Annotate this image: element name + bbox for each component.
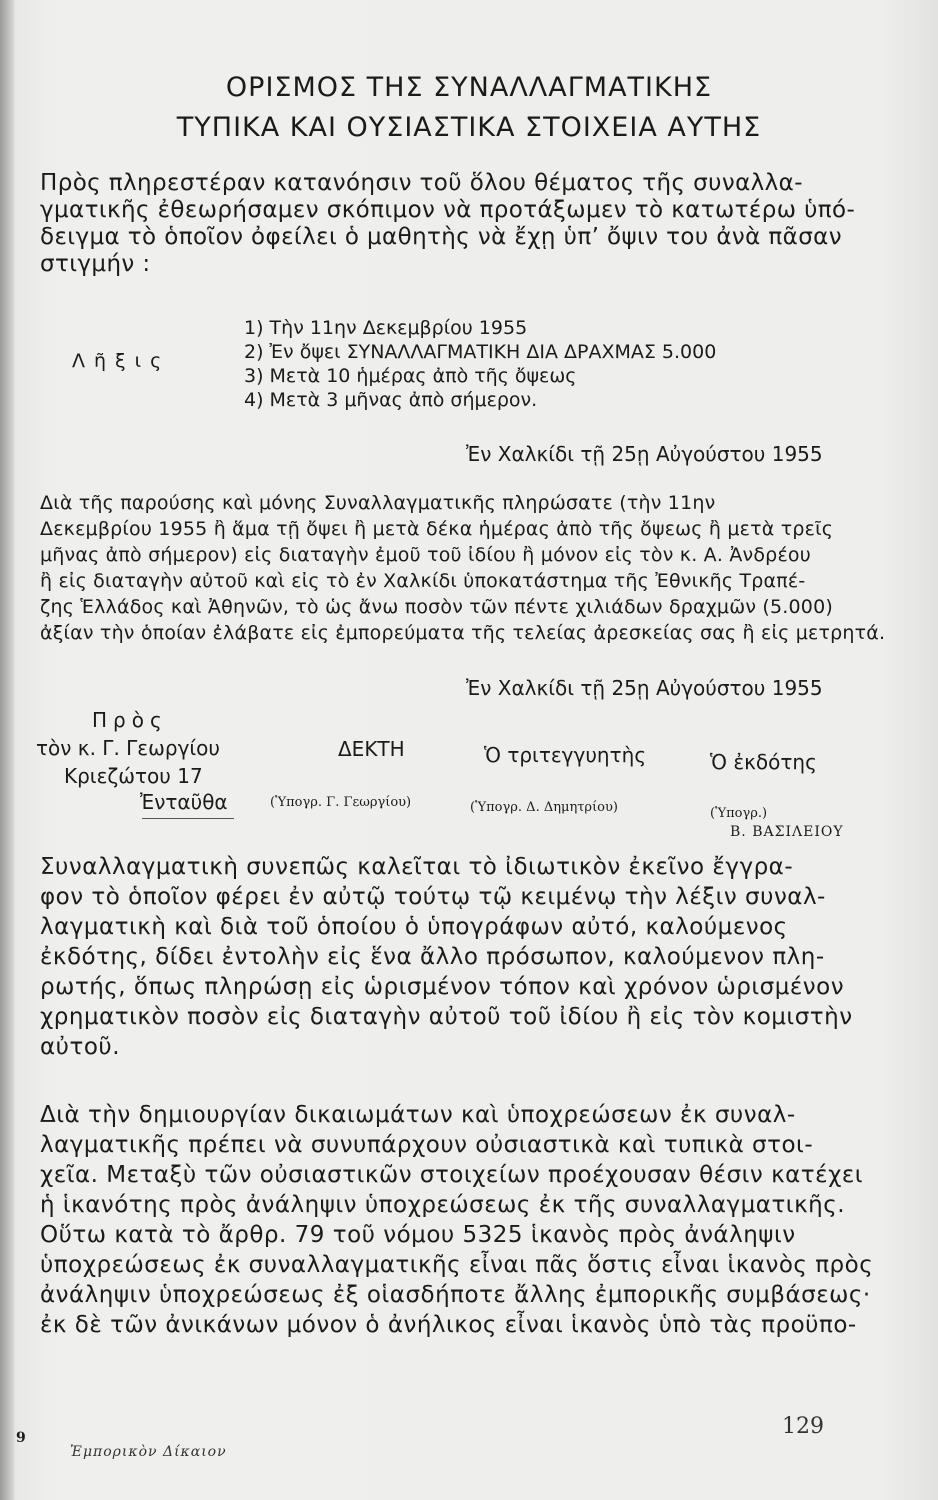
signature-mark: 9 [16, 1430, 26, 1446]
bill-line: ἢ εἰς διαταγὴν αὐτοῦ καὶ εἰς τὸ ἐν Χαλκίδι ὑποκατάστημα τῆς Ἐθνικῆς Τραπέ- [40, 570, 806, 592]
bill-line: Δεκεμβρίου 1955 ἢ ἅμα τῇ ὄψει ἢ μετὰ δέκα ἡμέρας ἀπὸ τῆς ὄψεως ἢ μετὰ τρεῖς [40, 518, 834, 540]
bill-line: ζης Ἑλλάδος καὶ Ἀθηνῶν, τὸ ὡς ἄνω ποσὸν τῶν πέντε χιλιάδων δραχμῶν (5.000) [40, 596, 833, 618]
definition-line: Συναλλαγματικὴ συνεπῶς καλεῖται τὸ ἰδιωτικὸν ἐκεῖνο ἔγγρα- [40, 854, 794, 880]
acceptance-signature: (Ὑπογρ. Γ. Γεωργίου) [270, 795, 412, 810]
drawee-name: τὸν κ. Γ. Γεωργίου [36, 736, 220, 760]
maturity-option: 4) Μετὰ 3 μῆνας ἀπὸ σήμερον. [244, 389, 538, 411]
requirements-line: ὑποχρεώσεως ἐκ συναλλαγματικῆς εἶναι πᾶς ὅστις εἶναι ἱκανὸς πρὸς [40, 1252, 874, 1278]
intro-paragraph [40, 170, 856, 278]
drawee-address [36, 734, 220, 790]
definition-paragraph [40, 852, 853, 1062]
intro-line: στιγμήν : [40, 251, 151, 277]
chapter-title-line-2: ΤΥΠΙΚΑ ΚΑΙ ΟΥΣΙΑΣΤΙΚΑ ΣΤΟΙΧΕΙΑ ΑΥΤΗΣ [176, 112, 762, 143]
requirements-paragraph [40, 1100, 873, 1340]
drawee-label: Πρὸς [92, 708, 168, 732]
definition-line: λαγματικὴ καὶ διὰ τοῦ ὁποίου ὁ ὑπογράφων αὐτό, καλούμενος [40, 914, 788, 940]
bill-line: μῆνας ἀπὸ σήμερον) εἰς διαταγὴν ἐμοῦ τοῦ ἰδίου ἢ μόνον εἰς τὸν κ. Α. Ἀνδρέου [40, 544, 811, 566]
bill-line: ἀξίαν τὴν ὁποίαν ἐλάβατε εἰς ἐμπορεύματα τῆς τελείας ἀρεσκείας σας ἢ εἰς μετρητά. [40, 622, 886, 644]
intro-line: γματικῆς ἐθεωρήσαμεν σκόπιμον νὰ προτάξωμεν τὸ κατωτέρω ὑπό- [40, 197, 856, 223]
bill-of-exchange-text [40, 490, 886, 646]
drawer-signature: (Ὑπογρ.) [710, 806, 768, 821]
requirements-line: ἡ ἱκανότης πρὸς ἀνάληψιν ὑποχρεώσεως ἐκ τῆς συναλλαγματικῆς. [40, 1192, 846, 1218]
definition-line: φον τὸ ὁποῖον φέρει ἐν αὐτῷ τούτῳ τῷ κειμένῳ τὴν λέξιν συναλ- [40, 884, 826, 910]
location-underline [142, 818, 234, 819]
requirements-line: Οὕτω κατὰ τὸ ἄρθρ. 79 τοῦ νόμου 5325 ἱκανὸς πρὸς ἀνάληψιν [40, 1222, 796, 1248]
bill-line: Διὰ τῆς παρούσης καὶ μόνης Συναλλαγματικῆς πληρώσατε (τὴν 11ην [40, 492, 716, 514]
requirements-line: Διὰ τὴν δημιουργίαν δικαιωμάτων καὶ ὑποχρεώσεων ἐκ συναλ- [40, 1102, 796, 1128]
guarantor-heading: Ὁ τριτεγγυητὴς [484, 743, 647, 767]
drawee-location: Ἐνταῦθα [140, 790, 228, 814]
requirements-line: ἀνάληψιν ὑποχρεώσεως ἐξ οἱασδήποτε ἄλλης ἐμπορικῆς συμβάσεως· [40, 1282, 871, 1308]
guarantor-signature: (Ὑπογρ. Δ. Δημητρίου) [470, 800, 618, 815]
intro-line: Πρὸς πληρεστέραν κατανόησιν τοῦ ὅλου θέματος τῆς συναλλα- [40, 170, 803, 196]
definition-line: αὐτοῦ. [40, 1034, 121, 1060]
drawer-name: Β. ΒΑΣΙΛΕΙΟΥ [730, 824, 844, 840]
page-gutter-shadow [0, 0, 14, 1500]
requirements-line: ἐκ δὲ τῶν ἀνικάνων μόνον ὁ ἀνήλικος εἶναι ἱκανὸς ὑπὸ τὰς προϋπο- [40, 1312, 857, 1338]
page-number: 129 [782, 1414, 824, 1439]
definition-line: ἐκδότης, δίδει ἐντολὴν εἰς ἕνα ἄλλο πρόσωπον, καλούμενον πλη- [40, 944, 825, 970]
chapter-title-line-1: ΟΡΙΣΜΟΣ ΤΗΣ ΣΥΝΑΛΛΑΓΜΑΤΙΚΗΣ [225, 72, 713, 103]
maturity-options-list [244, 316, 716, 412]
drawer-heading: Ὁ ἐκδότης [710, 750, 817, 774]
requirements-line: λαγματικῆς πρέπει νὰ συνυπάρχουν οὐσιαστικὰ καὶ τυπικὰ στοι- [40, 1132, 814, 1158]
acceptance-heading: ΔΕΚΤΗ [338, 737, 405, 761]
place-date-footer: Ἐν Χαλκίδι τῇ 25ῃ Αὐγούστου 1955 [466, 676, 823, 700]
intro-line: δειγμα τὸ ὁποῖον ὀφείλει ὁ μαθητὴς νὰ ἔχῃ ὑπ’ ὄψιν του ἀνὰ πᾶσαν [40, 224, 842, 250]
book-title-footer: Ἐμπορικὸν Δίκαιον [70, 1444, 227, 1460]
definition-line: χρηματικὸν ποσὸν εἰς διαταγὴν αὐτοῦ τοῦ ἰδίου ἢ εἰς τὸν κομιστὴν [40, 1004, 853, 1030]
requirements-line: χεῖα. Μεταξὺ τῶν οὐσιαστικῶν στοιχείων προέχουσαν θέσιν κατέχει [40, 1162, 864, 1188]
definition-line: ρωτής, ὅπως πληρώσῃ εἰς ὡρισμένον τόπον καὶ χρόνον ὡρισμένον [40, 974, 845, 1000]
drawee-street: Κριεζώτου 17 [64, 764, 203, 788]
maturity-option: 1) Τὴν 11ην Δεκεμβρίου 1955 [244, 317, 528, 339]
maturity-option: 3) Μετὰ 10 ἡμέρας ἀπὸ τῆς ὄψεως [244, 365, 577, 387]
place-date-header: Ἐν Χαλκίδι τῇ 25ῃ Αὐγούστου 1955 [466, 442, 823, 466]
maturity-label: Λῆξις [72, 350, 171, 372]
maturity-option: 2) Ἐν ὄψει ΣΥΝΑΛΛΑΓΜΑΤΙΚΗ ΔΙΑ ΔΡΑΧΜΑΣ 5.000 [244, 341, 717, 363]
